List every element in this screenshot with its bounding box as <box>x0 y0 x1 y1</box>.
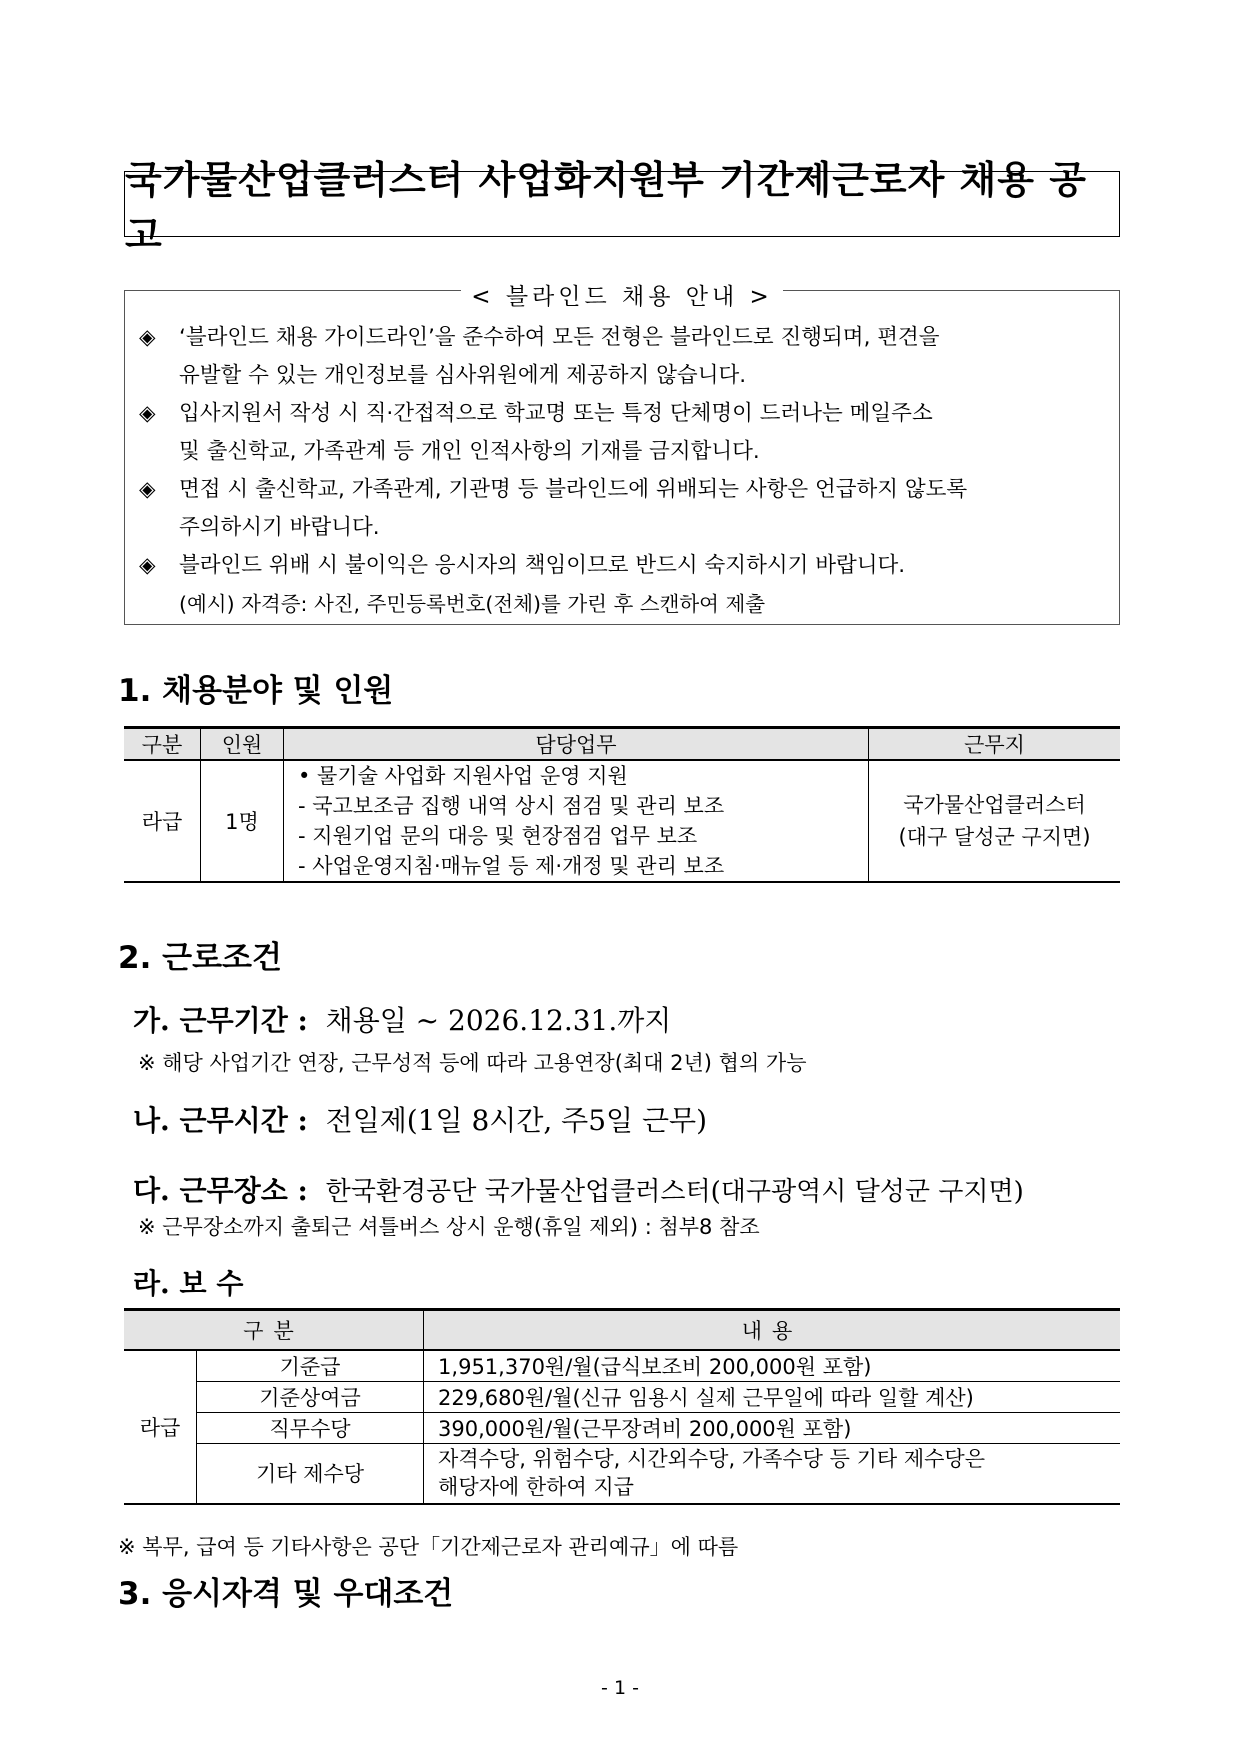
location-cell: 국가물산업클러스터 (대구 달성군 구지면) <box>869 760 1121 882</box>
period-note: ※ 해당 사업기간 연장, 근무성적 등에 따라 고용연장(최대 2년) 협의 가능 <box>138 1051 807 1075</box>
blind-notice-box <box>124 290 1120 625</box>
title-box <box>124 158 1120 257</box>
pay-note: ※ 복무, 급여 등 기타사항은 공단「기간제근로자 관리예규」에 따름 <box>118 1535 739 1559</box>
blind-line: (예시) 자격증: 사진, 주민등록번호(전체)를 가린 후 스캔하여 제출 <box>179 592 766 616</box>
pay-desc: 자격수당, 위험수당, 시간외수당, 가족수당 등 기타 제수당은 해당자에 한하여 지급 <box>424 1444 1120 1504</box>
recruitment-table <box>124 726 1120 883</box>
task-item: - 사업운영지침·매뉴얼 등 제·개정 및 관리 보조 <box>298 854 725 878</box>
page-title: 국가물산업클러스터 사업화지원부 기간제근로자 채용 공고 <box>125 158 1087 257</box>
table-header: 내용 <box>424 1310 1120 1351</box>
tasks-cell <box>284 760 869 882</box>
place-note: ※ 근무장소까지 출퇴근 셔틀버스 상시 운행(휴일 제외) : 첨부8 참조 <box>138 1215 760 1239</box>
blind-line: ◈ 입사지원서 작성 시 직·간접적으로 학교명 또는 특정 단체명이 드러나는 메일주소 <box>139 395 933 433</box>
blind-line: ◈ 면접 시 출신학교, 가족관계, 기관명 등 블라인드에 위배되는 사항은 언급하지 않도록 <box>139 471 967 509</box>
pay-item: 기타 제수당 <box>197 1444 424 1504</box>
work-place: 다. 근무장소 : 한국환경공단 국가물산업클러스터(대구광역시 달성군 구지면) <box>133 1174 1024 1207</box>
task-item: • 물기술 사업화 지원사업 운영 지원 <box>298 764 628 788</box>
section1-heading: 1. 채용분야 및 인원 <box>118 673 394 709</box>
diamond-bullet-icon: ◈ <box>139 553 156 578</box>
pay-heading: 라. 보 수 <box>133 1267 244 1300</box>
blind-line: 주의하시기 바랍니다. <box>179 515 380 540</box>
diamond-bullet-icon: ◈ <box>139 401 156 426</box>
pay-table <box>124 1308 1120 1505</box>
diamond-bullet-icon: ◈ <box>139 325 156 350</box>
table-header: 구분 <box>124 1310 424 1351</box>
pay-desc: 390,000원/월(근무장려비 200,000원 포함) <box>424 1413 1120 1444</box>
count-cell: 1명 <box>201 760 284 882</box>
blind-line: ◈ ‘블라인드 채용 가이드라인’을 준수하여 모든 전형은 블라인드로 진행되며, 편견을 <box>139 319 940 357</box>
section2-heading: 2. 근로조건 <box>118 940 282 976</box>
task-item: - 지원기업 문의 대응 및 현장점검 업무 보조 <box>298 824 698 848</box>
blind-line: 유발할 수 있는 개인정보를 심사위원에게 제공하지 않습니다. <box>179 363 747 388</box>
diamond-bullet-icon: ◈ <box>139 477 156 502</box>
table-header: 근무지 <box>869 728 1121 761</box>
table-header: 구분 <box>124 728 201 761</box>
pay-desc: 229,680원/월(신규 임용시 실제 근무일에 따라 일할 계산) <box>424 1382 1120 1413</box>
blind-line: ◈ 블라인드 위배 시 불이익은 응시자의 책임이므로 반드시 숙지하시기 바랍니다. <box>139 547 905 585</box>
pay-item: 기준급 <box>197 1350 424 1382</box>
table-header: 담당업무 <box>284 728 869 761</box>
page-number: - 1 - <box>601 1677 639 1699</box>
work-period: 가. 근무기간 : 채용일 ~ 2026.12.31.까지 <box>133 1004 672 1037</box>
blind-line: 및 출신학교, 가족관계 등 개인 인적사항의 기재를 금지합니다. <box>179 439 760 464</box>
table-header: 인원 <box>201 728 284 761</box>
blind-heading: < 블라인드 채용 안내 > <box>124 278 1120 311</box>
work-hours: 나. 근무시간 : 전일제(1일 8시간, 주5일 근무) <box>133 1104 708 1137</box>
task-item: - 국고보조금 집행 내역 상시 점검 및 관리 보조 <box>298 794 725 818</box>
pay-item: 직무수당 <box>197 1413 424 1444</box>
pay-item: 기준상여금 <box>197 1382 424 1413</box>
grade-cell: 라급 <box>124 760 201 882</box>
section3-heading: 3. 응시자격 및 우대조건 <box>118 1576 454 1612</box>
pay-desc: 1,951,370원/월(급식보조비 200,000원 포함) <box>424 1350 1120 1382</box>
pay-grade-cell: 라급 <box>124 1350 197 1504</box>
